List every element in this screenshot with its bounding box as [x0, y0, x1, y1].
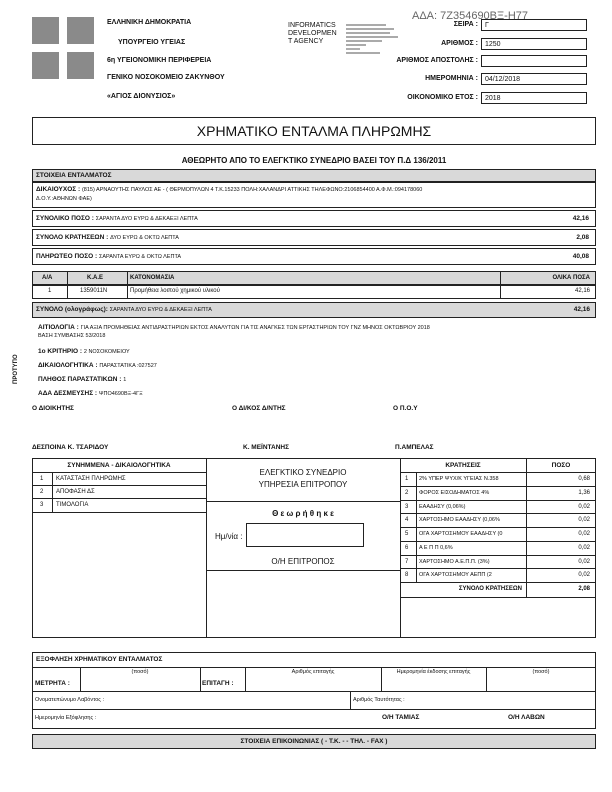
- withholdings-words: ΔΥΟ ΕΥΡΩ & ΟΚΤΩ ΛΕΠΤΑ: [110, 235, 179, 241]
- attachment-item: ΑΠΟΦΑΣΗ ΔΣ: [56, 489, 95, 495]
- cross-logo-icon: [32, 17, 94, 79]
- beneficiary-text: (815) ΑΡΝΑΟΥΤΗΣ ΠΑΥΛΟΣ ΑΕ - ( ΘΕΡΜΟΠΥΛΩΝ 4 Τ.Κ.15233 ΠΟΛΗ:ΧΑΛΑΝΔΡΙ ΑΤΤΙΚΗΣ ΤΗΛΕΦΩΝΟ:2106854400 Α.Φ.Μ.:094178060: [81, 187, 423, 193]
- ada-commitment-line: [38, 390, 143, 397]
- table-cell: 1: [405, 476, 409, 482]
- deductions-total-label: ΣΥΝΟΛΟ ΚΡΑΤΗΣΕΩΝ: [458, 586, 522, 592]
- receiver-name-label: Ονοματεπώνυμο Λαβόντος :: [35, 697, 104, 703]
- table-cell: 4: [405, 517, 409, 523]
- justification-line: [38, 324, 593, 331]
- deduction-name: ΟΓΑ ΧΑΡΤΟΣΗΜΟΥ ΑΕΠΠ (2: [419, 572, 492, 578]
- col-header-kae: Κ.Α.Ε: [87, 275, 104, 281]
- total-words: ΣΑΡΑΝΤΑ ΔΥΟ ΕΥΡΩ & ΔΕΚΑΕΞΙ ΛΕΠΤΑ: [95, 216, 198, 222]
- deduction-amount: 1,36: [578, 490, 590, 496]
- settlement-col-check: Αριθμός επιταγής: [291, 669, 335, 675]
- role-financial: Ο Π.Ο.Υ: [393, 405, 418, 412]
- justification-text-2: ΒΑΣΗ ΣΥΜΒΑΣΗΣ 53/2018: [38, 333, 106, 339]
- page-title: ΧΡΗΜΑΤΙΚΟ ΕΝΤΑΛΜΑ ΠΛΗΡΩΜΗΣ: [196, 123, 432, 139]
- deduction-name: 2% ΥΠΕΡ ΨΥΧ/Κ ΥΓΕΙΑΣ Ν.358: [419, 476, 499, 482]
- beneficiary-text-2: Δ.Ο.Υ.:ΑΘΗΝΩΝ ΦΑΕ): [36, 196, 92, 202]
- payable-words: ΣΑΡΑΝΤΑ ΕΥΡΩ & ΟΚΤΩ ΛΕΠΤΑ: [98, 254, 182, 260]
- table-cell: 8: [405, 572, 409, 578]
- contact-footer-text: ΣΤΟΙΧΕΙΑ ΕΠΙΚΟΙΝΩΝΙΑΣ ( - Τ.Κ. - - ΤΗΛ. - FAX ): [240, 738, 388, 745]
- commissioner-label: Ο/Η ΕΠΙΤΡΟΠΟΣ: [271, 557, 335, 566]
- date-field: 04/12/2018: [481, 73, 587, 85]
- cash-label: ΜΕΤΡΗΤΑ :: [35, 680, 70, 687]
- items-sum-amount: 42,16: [573, 306, 590, 313]
- page-subtitle: ΑΘΕΩΡΗΤΟ ΑΠΟ ΤΟ ΕΛΕΓΚΤΙΚΟ ΣΥΝΕΔΡΙΟ ΒΑΣΕΙ ΤΟΥ Π.Δ 136/2011: [181, 156, 447, 165]
- settlement-col-amount-2: (ποσό): [532, 669, 550, 675]
- count-line: [38, 376, 126, 383]
- fiscal-year-field: 2018: [481, 92, 587, 104]
- attachments-title: ΣΥΝΗΜΜΕΝΑ - ΔΙΚΑΙΟΛΟΓΗΤΙΚΑ: [67, 462, 171, 469]
- mandate-section-header: [32, 169, 596, 182]
- signer-line: DEVELOPMEN: [288, 30, 337, 37]
- table-cell: 3: [405, 504, 409, 510]
- org-line: «ΑΓΙΟΣ ΔΙΟΝΥΣΙΟΣ»: [107, 93, 176, 100]
- audit-line-1: ΕΛΕΓΚΤΙΚΟ ΣΥΝΕΔΡΙΟ: [259, 468, 347, 477]
- payable-row: [32, 248, 596, 265]
- deduction-name: ΧΑΡΤΟΣΗΜΟ Α.Ε.Π.Π. (3%): [419, 559, 490, 565]
- deduction-name: ΧΑΡΤΟΣΗΜΟ ΕΑΑΔΗΣΥ (0,06%: [419, 517, 500, 523]
- number-field: 1250: [481, 38, 587, 50]
- signer-director: ΔΕΣΠΟΙΝΑ Κ. ΤΣΑΡΙΔΟΥ: [32, 444, 109, 451]
- visa-label: Θ ε ω ρ ή θ η κ ε: [272, 509, 334, 518]
- signer-financial: Π.ΑΜΠΕΛΑΣ: [395, 444, 434, 451]
- criterion-value: 2 ΝΟΣΟΚΟΜΕΙΟΥ: [83, 349, 130, 355]
- signer-admin-director: Κ. ΜΕΪΝΤΑΝΗΣ: [243, 444, 290, 451]
- count-label: ΠΛΗΘΟΣ ΠΑΡΑΣΤΑΤΙΚΩΝ :: [38, 376, 122, 383]
- deduction-amount: 0,02: [578, 559, 590, 565]
- total-row: [32, 210, 596, 227]
- deductions-amount-header: ΠΟΣΟ: [551, 462, 571, 469]
- table-cell: 7: [405, 559, 409, 565]
- attachment-item: ΤΙΜΟΛΟΓΙΑ: [56, 502, 89, 508]
- deduction-amount: 0,02: [578, 531, 590, 537]
- id-number-label: Αριθμός Ταυτότητας :: [353, 697, 405, 703]
- audit-line-2: ΥΠΗΡΕΣΙΑ ΕΠΙΤΡΟΠΟΥ: [258, 480, 348, 489]
- total-amount: 42,16: [572, 215, 589, 222]
- dispatch-number-label: ΑΡΙΘΜΟΣ ΑΠΟΣΤΟΛΗΣ :: [396, 57, 478, 64]
- deductions-total-value: 2,08: [578, 586, 590, 592]
- docs-value: ΠΑΡΑΣΤΑΤΙΚΑ :027527: [99, 363, 157, 369]
- deduction-name: Α Ε Π Π 0,6%: [419, 545, 453, 551]
- table-cell: 2: [40, 489, 44, 495]
- deduction-name: ΕΑΑΔΗΣΥ (0,06%): [419, 504, 466, 510]
- deduction-name: ΟΓΑ ΧΑΡΤΟΣΗΜΟΥ ΕΑΑΔΗΣΥ (0: [419, 531, 503, 537]
- deductions-header: ΚΡΑΤΗΣΕΙΣ: [445, 462, 481, 469]
- receiver-label: Ο/Η ΛΑΒΩΝ: [508, 714, 545, 721]
- check-label: ΕΠΙΤΑΓΗ :: [202, 680, 234, 687]
- signer-line: INFORMATICS: [288, 22, 336, 29]
- deduction-amount: 0,02: [578, 517, 590, 523]
- settlement-col-issue: Ημερομηνία έκδοσης επιταγής: [396, 669, 471, 675]
- justification-text: ΓΙΑ ΑΞΙΑ ΠΡΟΜΗΘΕΙΑΣ ΑΝΤΙΔΡΑΣΤΗΡΙΩΝ ΕΚΤΟΣ ΑΝΑΛΥΤΩΝ ΓΙΑ ΤΙΣ ΑΝΑΓΚΕΣ ΤΩΝ ΕΡΓΑΣΤΗΡΙΩΝ ΤΟΥ ΓΝΖ ΜΗΝΟΣ ΟΚΤΩΒΡΙΟΥ 2018: [80, 325, 430, 331]
- criterion-label: 1ο ΚΡΙΤΗΡΙΟ :: [38, 348, 83, 355]
- table-cell: 1: [48, 288, 52, 294]
- col-header-aa: Α/Α: [42, 275, 53, 281]
- deduction-amount: 0,68: [578, 476, 590, 482]
- payable-amount: 40,08: [572, 253, 589, 260]
- settlement-col-amount: (ποσό): [131, 669, 149, 675]
- table-cell: 3: [40, 502, 44, 508]
- role-admin-director: Ο ΔΙ/ΚΟΣ Δ/ΝΤΗΣ: [232, 405, 286, 412]
- number-label: ΑΡΙΘΜΟΣ :: [441, 40, 478, 47]
- table-cell: 1: [40, 476, 44, 482]
- table-cell: 1359011Ν: [80, 288, 108, 294]
- items-sum-label: ΣΥΝΟΛΟ (ολογράφως):: [36, 306, 108, 313]
- beneficiary-label: ΔΙΚΑΙΟΥΧΟΣ :: [36, 186, 81, 193]
- cashier-label: Ο/Η ΤΑΜΙΑΣ: [382, 714, 420, 721]
- total-label: ΣΥΝΟΛΙΚΟ ΠΟΣΟ :: [36, 215, 94, 222]
- ada-commitment-label: ΑΔΑ ΔΕΣΜΕΥΣΗΣ :: [38, 390, 98, 397]
- side-label: ΠΡΟΤΥΠΟ: [13, 354, 19, 384]
- table-cell: 42,16: [574, 288, 590, 294]
- org-line: ΓΕΝΙΚΟ ΝΟΣΟΚΟΜΕΙΟ ΖΑΚΥΝΘΟΥ: [107, 74, 225, 81]
- ada-commitment-value: ΨΠΟ4690ΒΞ-4ΓΞ: [98, 391, 143, 397]
- payable-label: ΠΛΗΡΩΤΕΟ ΠΟΣΟ :: [36, 253, 98, 260]
- settlement-title: ΕΞΟΦΛΗΣΗ ΧΡΗΜΑΤΙΚΟΥ ΕΝΤΑΛΜΑΤΟΣ: [36, 656, 163, 663]
- col-header-amount: ΟΛΙΚΑ ΠΟΣΑ: [552, 275, 590, 281]
- table-cell: 2: [405, 490, 409, 496]
- withholdings-row: [32, 229, 596, 246]
- items-sum-line: [36, 306, 212, 313]
- items-sum-words: ΣΑΡΑΝΤΑ ΔΥΟ ΕΥΡΩ & ΔΕΚΑΕΞΙ ΛΕΠΤΑ: [109, 307, 212, 313]
- col-header-description: ΚΑΤΟΝΟΜΑΣΙΑ: [130, 275, 175, 281]
- attachment-item: ΚΑΤΑΣΤΑΣΗ ΠΛΗΡΩΜΗΣ: [56, 476, 126, 482]
- docs-label: ΔΙΚΑΙΟΛΟΓΗΤΙΚΑ :: [38, 362, 98, 369]
- deduction-amount: 0,02: [578, 572, 590, 578]
- org-line: ΥΠΟΥΡΓΕΙΟ ΥΓΕΙΑΣ: [118, 39, 186, 46]
- deduction-amount: 0,02: [578, 504, 590, 510]
- withholdings-amount: 2,08: [576, 234, 589, 241]
- series-label: ΣΕΙΡΑ :: [453, 21, 478, 28]
- org-line: ΕΛΛΗΝΙΚΗ ΔΗΜΟΚΡΑΤΙΑ: [107, 19, 192, 26]
- count-value: 1: [123, 377, 127, 383]
- dispatch-number-field: [481, 55, 587, 67]
- payment-date-label: Ημερομηνία Εξόφλησης :: [35, 715, 97, 721]
- deduction-name: ΦΟΡΟΣ ΕΙΣΟΔΗΜΑΤΟΣ 4%: [419, 490, 490, 496]
- withholdings-label: ΣΥΝΟΛΟ ΚΡΑΤΗΣΕΩΝ :: [36, 234, 109, 241]
- beneficiary-line: [36, 186, 591, 193]
- table-cell: 5: [405, 531, 409, 537]
- docs-line: [38, 362, 157, 369]
- org-line: 6η ΥΓΕΙΟΝΟΜΙΚΗ ΠΕΡΙΦΕΡΕΙΑ: [107, 57, 212, 64]
- fiscal-year-label: ΟΙΚΟΝΟΜΙΚΟ ΕΤΟΣ :: [407, 94, 478, 101]
- table-cell: 6: [405, 545, 409, 551]
- justification-label: ΑΙΤΙΟΛΟΓΙΑ :: [38, 324, 79, 331]
- series-field: Γ: [481, 19, 587, 31]
- table-cell: Προμήθεια λοιπού χημικού υλικού: [130, 288, 220, 294]
- audit-date-field: [246, 523, 364, 547]
- mandate-section-title: ΣΤΟΙΧΕΙΑ ΕΝΤΑΛΜΑΤΟΣ: [36, 172, 112, 179]
- signer-line: T AGENCY: [288, 38, 324, 45]
- criterion-line: [38, 348, 130, 355]
- role-director: Ο ΔΙΟΙΚΗΤΗΣ: [32, 405, 74, 412]
- audit-date-label: Ημ/νία :: [215, 532, 243, 541]
- ada-code: ΑΔΑ: 7Ζ354690ΒΞ-Η77: [412, 10, 529, 22]
- date-label: ΗΜΕΡΟΜΗΝΙΑ :: [425, 75, 478, 82]
- deduction-amount: 0,02: [578, 545, 590, 551]
